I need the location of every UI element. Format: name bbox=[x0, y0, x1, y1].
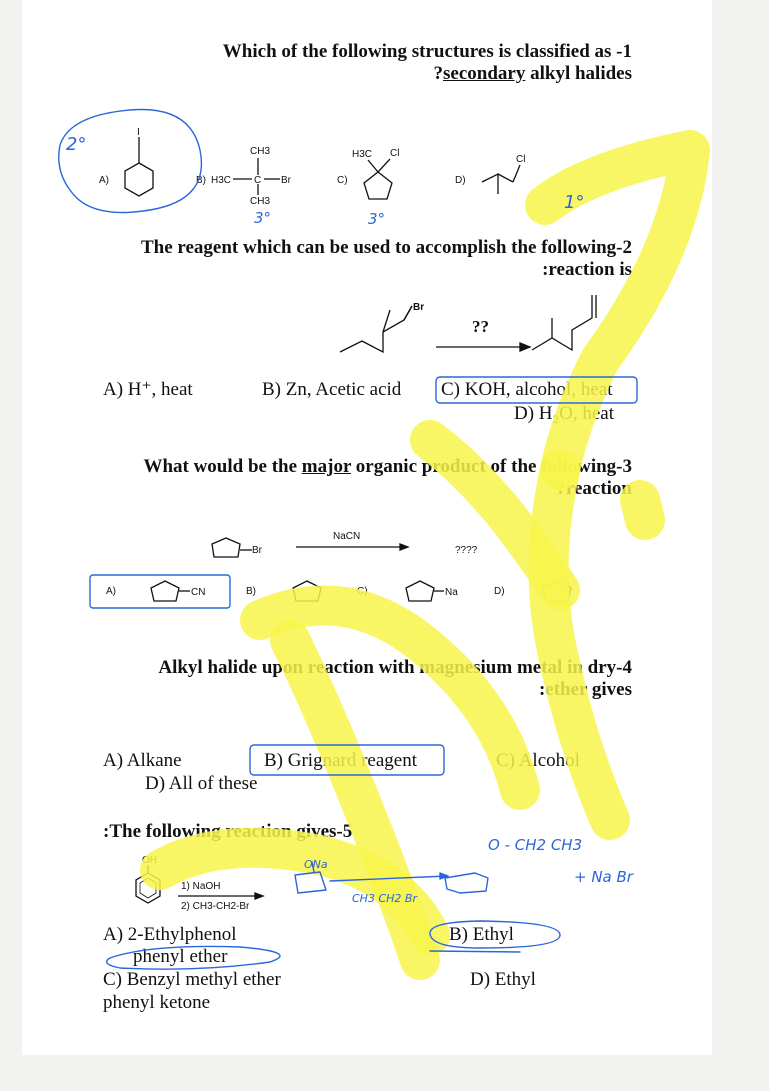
q3-option-c-label: C) bbox=[357, 586, 368, 597]
q3-option-d-label: D) bbox=[494, 586, 505, 597]
q3-reagent: NaCN bbox=[333, 531, 361, 542]
q5-option-a-line-2[interactable]: phenyl ether bbox=[133, 946, 228, 967]
q5-step-1: 1) NaOH bbox=[181, 881, 221, 892]
question-2-line-1: The reagent which can be used to accomplish the following-2 bbox=[140, 237, 632, 258]
d-cl-label: Cl bbox=[516, 154, 526, 165]
iodine-label: I bbox=[137, 127, 140, 138]
question-5-title: :The following reaction gives-5 bbox=[103, 821, 353, 842]
ink-ona: ONa bbox=[304, 858, 328, 871]
question-1-line-1: Which of the following structures is classified as -1 bbox=[222, 41, 632, 62]
q3-bromine-label: Br bbox=[252, 545, 262, 556]
q3-option-a-label: A) bbox=[106, 586, 116, 597]
q3-cn-label: CN bbox=[191, 587, 206, 598]
bromine-label: Br bbox=[281, 175, 291, 186]
ch3-top-label: CH3 bbox=[250, 146, 271, 157]
question-2-line-2: :reaction is bbox=[542, 259, 632, 280]
q3-option-b-label: B) bbox=[246, 586, 256, 597]
q5-step-2: 2) CH3-CH2-Br bbox=[181, 901, 250, 912]
h3c-label: H3C bbox=[211, 175, 232, 186]
ink-3-degree-b: 3° bbox=[254, 209, 272, 227]
question-3-line-1: What would be the major organic product of the following-3 bbox=[143, 456, 632, 477]
ink-1-degree: 1° bbox=[564, 192, 585, 213]
q5-option-c-line-1[interactable]: C) Benzyl methyl ether bbox=[103, 969, 281, 990]
c-h3c-label: H3C bbox=[352, 149, 373, 160]
q3-product: ???? bbox=[455, 545, 478, 556]
ink-2-degree: 2° bbox=[66, 134, 87, 155]
ink-ether-group: O - CH2 CH3 bbox=[488, 836, 583, 854]
q5-option-c-line-2[interactable]: phenyl ketone bbox=[103, 992, 211, 1013]
q2-option-d[interactable]: D) H₂O, heat bbox=[514, 403, 615, 424]
question-3-line-2: ?reaction bbox=[556, 478, 632, 499]
q2-bromine-label: Br bbox=[413, 302, 425, 313]
ink-nabr: + Na Br bbox=[574, 868, 633, 886]
ch3-bottom-label: CH3 bbox=[250, 196, 271, 207]
option-a-label: A) bbox=[99, 175, 109, 186]
option-c-label: C) bbox=[337, 175, 348, 186]
q5-option-b[interactable]: B) Ethyl bbox=[449, 924, 514, 945]
question-4-line-1: Alkyl halide upon reaction with magnesium metal in dry-4 bbox=[158, 657, 632, 678]
q5-option-d[interactable]: D) Ethyl bbox=[470, 969, 536, 990]
q2-option-a[interactable]: A) H⁺, heat bbox=[103, 379, 193, 400]
major-keyword: major bbox=[301, 456, 352, 477]
q3-na-label: Na bbox=[445, 587, 458, 598]
ink-3-degree-c: 3° bbox=[368, 210, 386, 228]
q2-reagent: ?? bbox=[472, 317, 489, 336]
q2-option-c[interactable]: C) KOH, alcohol, heat bbox=[441, 379, 613, 400]
q4-option-d[interactable]: D) All of these bbox=[145, 773, 258, 794]
c-cl-label: Cl bbox=[390, 148, 400, 159]
q4-option-c[interactable]: C) Alcohol bbox=[496, 750, 580, 771]
option-d-label: D) bbox=[455, 175, 466, 186]
q4-option-b[interactable]: B) Grignard reagent bbox=[264, 750, 417, 771]
q4-option-a[interactable]: A) Alkane bbox=[103, 750, 182, 771]
ink-ethyl-bromide: CH3 CH2 Br bbox=[352, 892, 417, 905]
option-b-label: B) bbox=[196, 175, 206, 186]
q5-option-a-line-1[interactable]: A) 2-Ethylphenol bbox=[103, 924, 237, 945]
carbon-label: C bbox=[254, 175, 262, 186]
q5-oh-label: OH bbox=[142, 855, 157, 866]
question-1-line-2: ?secondary alkyl halides bbox=[433, 63, 632, 84]
question-4-line-2: :ether gives bbox=[538, 679, 632, 700]
secondary-keyword: secondary bbox=[443, 63, 526, 84]
q2-option-b[interactable]: B) Zn, Acetic acid bbox=[262, 379, 402, 400]
